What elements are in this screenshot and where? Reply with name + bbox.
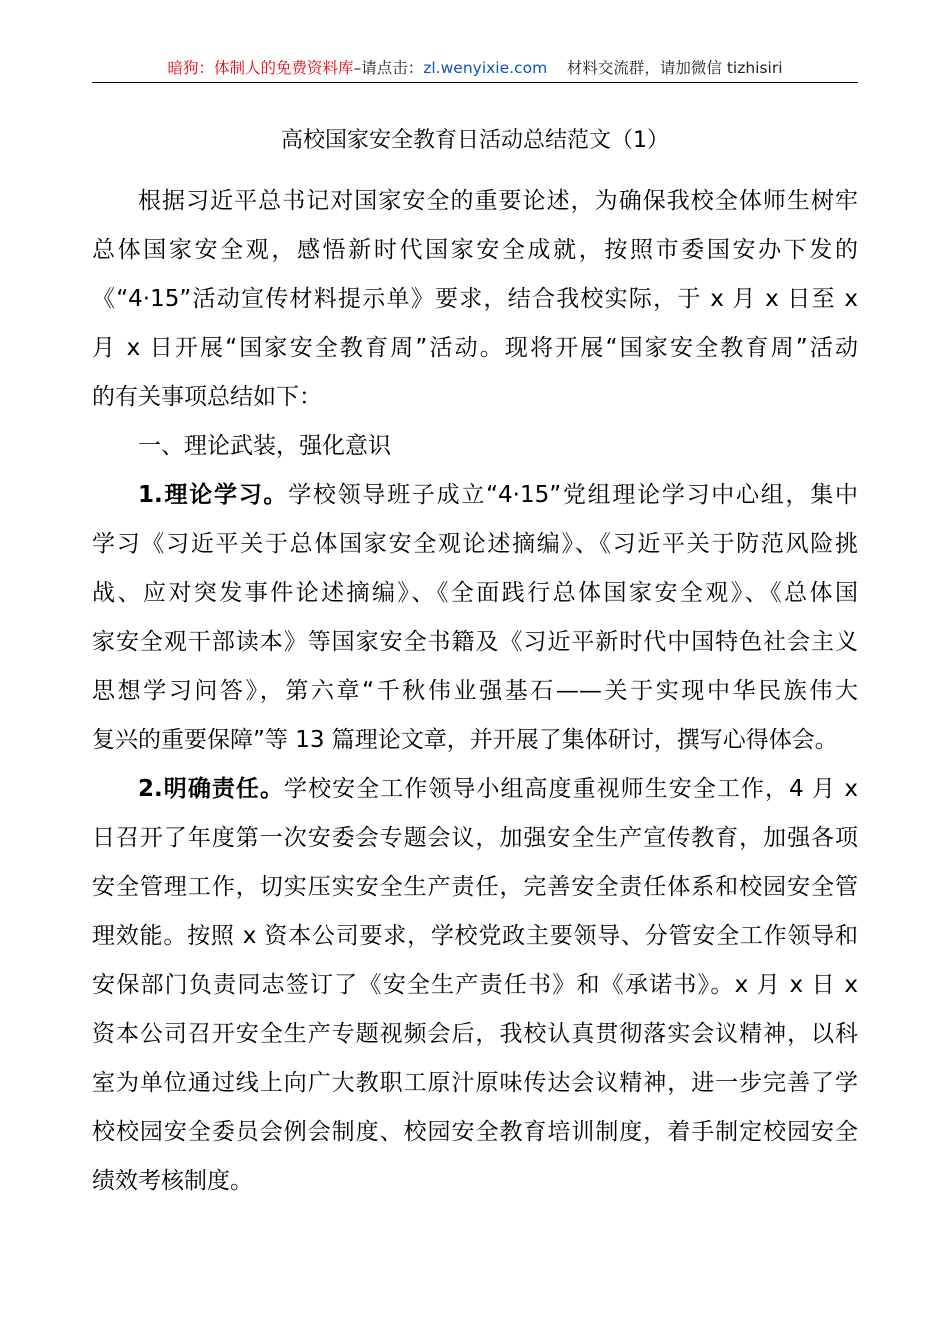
item1-first-line-text: 学校领导班子成立“4·15”党组理论学习中心组，集中: [288, 482, 859, 508]
item1-line: 复兴的重要保障”等 13 篇理论文章，并开展了集体研讨，撰写心得体会。: [92, 727, 838, 753]
item1-line: 家安全观干部读本》等国家安全书籍及《习近平新时代中国特色社会主义: [92, 629, 858, 655]
item2-label: 2.明确责任。: [138, 776, 285, 802]
document-title: 高校国家安全教育日活动总结范文（1）: [281, 128, 669, 153]
item2-line: 室为单位通过线上向广大教职工原汁原味传达会议精神，进一步完善了学: [92, 1070, 858, 1096]
header-note: 材料交流群，请加微信 tizhisiri: [566, 59, 783, 77]
item1-line: 学习《习近平关于总体国家安全观论述摘编》、《习近平关于防范风险挑: [92, 531, 858, 557]
item2-line: 日召开了年度第一次安委会专题会议，加强安全生产宣传教育，加强各项: [92, 825, 858, 851]
intro-line: 《“4·15”活动宣传材料提示单》要求，结合我校实际，于 x 月 x 日至 x: [92, 286, 858, 312]
intro-line: 的有关事项总结如下：: [92, 384, 322, 410]
section-heading: 一、理论武装，强化意识: [138, 433, 391, 459]
item1-line: 战、应对突发事件论述摘编》、《全面践行总体国家安全观》、《总体国: [92, 580, 858, 606]
item2-line: 绩效考核制度。: [92, 1168, 253, 1194]
item1-label: 1.理论学习。: [138, 482, 289, 508]
header-brand: 暗狗：体制人的免费资料库: [167, 59, 354, 77]
item2-line: 资本公司召开安全生产专题视频会后，我校认真贯彻落实会议精神，以科: [92, 1021, 858, 1047]
item2-first-line-text: 学校安全工作领导小组高度重视师生安全工作，4 月 x: [284, 776, 858, 802]
intro-line: 月 x 日开展“国家安全教育周”活动。现将开展“国家安全教育周”活动: [92, 335, 858, 361]
header-cta: –请点击：: [353, 59, 424, 77]
item2-line: 安全管理工作，切实压实安全生产责任，完善安全责任体系和校园安全管: [92, 874, 858, 900]
item2-line: 校校园安全委员会例会制度、校园安全教育培训制度，着手制定校园安全: [92, 1119, 858, 1145]
item2-line: 理效能。按照 x 资本公司要求，学校党政主要领导、分管安全工作领导和: [92, 923, 858, 949]
intro-line: 总体国家安全观，感悟新时代国家安全成就，按照市委国安办下发的: [92, 237, 858, 263]
header-url-link[interactable]: zl.wenyixie.com: [423, 59, 548, 77]
document-body: [92, 177, 858, 1206]
item2-first-line: [92, 765, 858, 814]
item1-line: 思想学习问答》，第六章“千秋伟业强基石——关于实现中华民族伟大: [92, 678, 858, 704]
item1-first-line: [92, 471, 858, 520]
item2-line: 安保部门负责同志签订了《安全生产责任书》和《承诺书》。x 月 x 日 x: [92, 972, 859, 998]
intro-line: 根据习近平总书记对国家安全的重要论述，为确保我校全体师生树牢: [138, 188, 858, 214]
page-header: [92, 54, 858, 83]
